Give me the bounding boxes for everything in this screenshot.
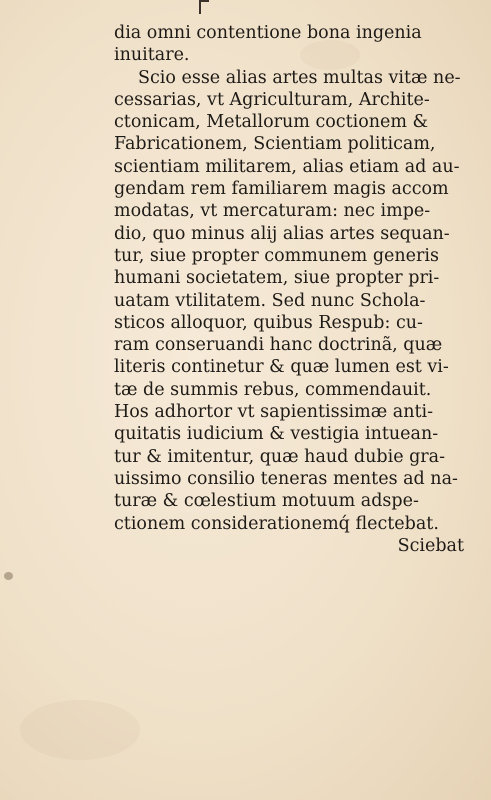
print-mark — [199, 0, 209, 14]
text-line: Fabricationem, Scientiam politicam, — [114, 134, 436, 155]
text-line: cessarias, vt Agriculturam, Archite- — [114, 89, 430, 110]
text-line: Hos adhortor vt sapientissimæ anti- — [114, 402, 434, 423]
text-line: literis continetur & quæ lumen est vi- — [114, 357, 449, 378]
text-line: Scio esse alias artes multas vitæ ne- — [138, 67, 461, 88]
text-line: quitatis iudicium & vestigia intuean- — [114, 424, 439, 445]
text-line: scientiam militarem, alias etiam ad au- — [114, 156, 460, 177]
text-block — [114, 22, 470, 557]
text-line: humani societatem, siue propter pri- — [114, 268, 440, 289]
paper-stain — [20, 700, 140, 760]
text-line: gendam rem familiarem magis accom — [114, 179, 449, 200]
text-line: ctionem considerationemq́ flectebat. — [114, 513, 439, 534]
text-line: inuitare. — [114, 45, 190, 66]
text-line: modatas, vt mercaturam: nec impe- — [114, 201, 431, 222]
text-line: dia omni contentione bona ingenia — [114, 23, 422, 43]
text-line: sticos alloquor, quibus Respub: cu- — [114, 312, 423, 333]
text-line: uissimo consilio teneras mentes ad na- — [114, 468, 458, 489]
text-line: dio, quo minus alij alias artes sequan- — [114, 223, 450, 244]
text-line: uatam vtilitatem. Sed nunc Schola- — [114, 290, 426, 311]
text-line: ram conseruandi hanc doctrinã, quæ — [114, 335, 443, 356]
text-line: tur & imitentur, quæ haud dubie gra- — [114, 446, 446, 467]
text-line: ctonicam, Metallorum coctionem & — [114, 112, 429, 133]
ink-spot — [4, 572, 13, 580]
text-line: tur, siue propter communem generis — [114, 245, 439, 266]
text-line: tæ de summis rebus, commendauit. — [114, 379, 432, 400]
text-line: turæ & cœlestium motuum adspe- — [114, 491, 419, 512]
catchword: Sciebat — [397, 535, 464, 556]
